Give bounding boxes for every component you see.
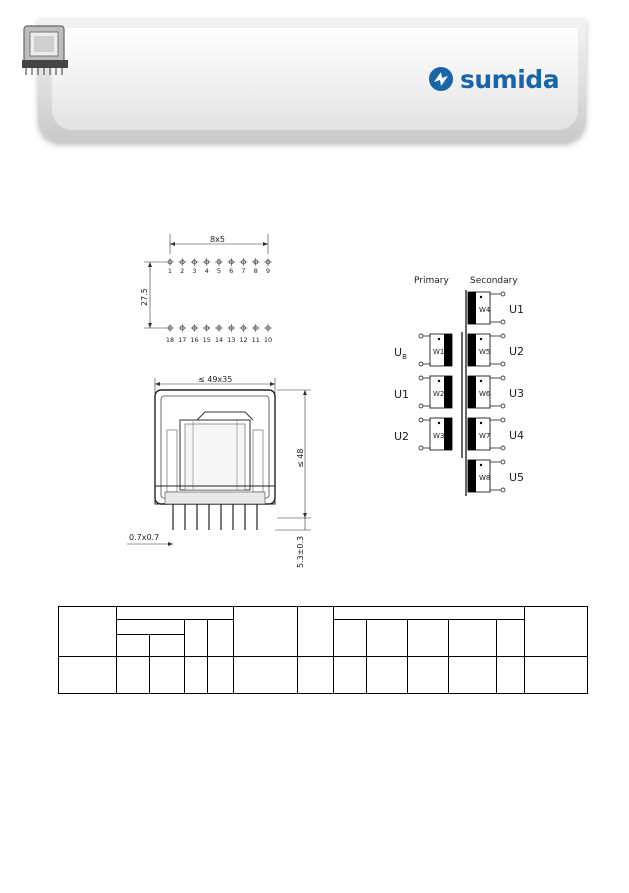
top-pin	[215, 258, 223, 275]
winding-w7	[468, 418, 524, 450]
primary-voltage-label: $U_B$	[394, 346, 407, 361]
top-pin-number: 1	[167, 267, 173, 275]
bottom-pin-number: 10	[263, 336, 273, 344]
bottom-pin	[166, 324, 174, 344]
table-cell	[449, 657, 497, 694]
bottom-pin	[178, 324, 186, 344]
top-pin-row	[166, 258, 272, 275]
top-pin	[203, 258, 211, 275]
top-pin	[264, 258, 272, 275]
top-pin-number: 3	[192, 267, 197, 275]
bottom-pin	[239, 324, 247, 344]
top-pin-number: 8	[253, 267, 258, 275]
top-pin	[191, 258, 199, 275]
specification-table	[58, 606, 588, 694]
top-pin-number: 4	[204, 267, 209, 275]
table-cell	[525, 657, 588, 694]
table-cell	[117, 635, 150, 657]
top-pin	[240, 258, 248, 275]
winding-w3	[394, 418, 452, 450]
table-cell	[208, 657, 234, 694]
table-cell	[334, 607, 525, 620]
winding-w6	[468, 376, 524, 408]
top-pin	[227, 258, 235, 275]
winding-name: W6	[479, 390, 491, 398]
width-dimension-label: ≤ 49x35	[198, 375, 233, 384]
bottom-pin	[264, 324, 272, 344]
table-cell	[367, 620, 408, 657]
table-cell	[334, 657, 367, 694]
pin-layout-drawing	[130, 228, 290, 348]
table-cell	[59, 607, 117, 657]
table-cell	[298, 607, 334, 657]
winding-w4	[468, 292, 524, 324]
row-spacing-label: 27.5	[140, 288, 149, 306]
table-cell	[117, 607, 234, 620]
table-cell	[208, 620, 234, 657]
table-cell	[117, 657, 150, 694]
winding-name: W5	[479, 348, 491, 356]
pin-size-label: 0.7x0.7	[129, 533, 160, 542]
winding-w1	[394, 334, 452, 366]
top-pin	[252, 258, 260, 275]
table-cell	[367, 657, 408, 694]
pin-length-label: 5.3±0.3	[296, 535, 305, 568]
top-pin-number: 2	[180, 267, 185, 275]
secondary-voltage-label: U3	[509, 387, 525, 400]
top-pin-number: 7	[241, 267, 246, 275]
table-cell	[185, 620, 208, 657]
table-cell	[497, 657, 525, 694]
secondary-label: Secondary	[470, 276, 518, 286]
bottom-pin-number: 18	[165, 336, 175, 344]
secondary-voltage-label: U4	[509, 429, 525, 442]
table-cell	[408, 620, 449, 657]
winding-name: W4	[479, 306, 491, 314]
bottom-pin-number: 12	[239, 336, 248, 344]
winding-schematic	[390, 268, 530, 503]
bottom-pin-number: 16	[190, 336, 199, 344]
bottom-pin	[203, 324, 211, 344]
top-pin	[178, 258, 186, 275]
table-cell	[408, 657, 449, 694]
top-pin-number: 9	[265, 267, 271, 275]
winding-name: W7	[479, 432, 491, 440]
winding-name: W2	[433, 390, 445, 398]
table-cell	[150, 635, 185, 657]
primary-windings	[394, 332, 462, 458]
top-pin-number: 5	[216, 267, 222, 275]
primary-voltage-label: U1	[394, 388, 410, 401]
primary-label: Primary	[414, 276, 449, 286]
bottom-pin	[190, 324, 198, 344]
secondary-voltage-label: U1	[509, 303, 525, 316]
table-cell	[497, 620, 525, 657]
outline-drawing	[125, 372, 325, 572]
secondary-voltage-label: U2	[509, 345, 525, 358]
winding-w5	[468, 334, 524, 366]
table-cell	[525, 607, 588, 657]
bottom-pin	[252, 324, 260, 344]
winding-w8	[468, 460, 524, 492]
winding-name: W3	[433, 432, 445, 440]
table-cell	[234, 607, 298, 657]
bottom-pin-number: 14	[214, 336, 224, 344]
bottom-pin-number: 13	[227, 336, 236, 344]
secondary-windings	[466, 290, 524, 496]
bottom-pin	[227, 324, 235, 344]
bottom-pin-number: 17	[178, 336, 187, 344]
bottom-pin-number: 15	[202, 336, 211, 344]
sumida-logo	[428, 62, 578, 96]
bottom-pin-number: 11	[251, 336, 260, 344]
height-dimension-label: ≤ 48	[296, 448, 305, 468]
table-cell	[234, 657, 298, 694]
sumida-logo-icon	[428, 66, 454, 92]
winding-w2	[394, 376, 452, 408]
table-cell	[117, 620, 185, 635]
table-cell	[150, 657, 185, 694]
table-cell	[298, 657, 334, 694]
winding-name: W8	[479, 474, 491, 482]
top-pin-number: 6	[229, 267, 234, 275]
bottom-pin	[215, 324, 223, 344]
table-cell	[185, 657, 208, 694]
table-cell	[449, 620, 497, 657]
top-pin	[166, 258, 174, 275]
bottom-pin-row	[166, 324, 272, 344]
secondary-voltage-label: U5	[509, 471, 525, 484]
table-cell	[334, 620, 367, 657]
pitch-dimension-label: 8x5	[210, 235, 225, 244]
transformer-thumbnail-icon	[18, 18, 74, 78]
table-cell	[59, 657, 117, 694]
winding-name: W1	[433, 348, 445, 356]
brand-name: sumida	[460, 64, 560, 94]
primary-voltage-label: U2	[394, 430, 410, 443]
